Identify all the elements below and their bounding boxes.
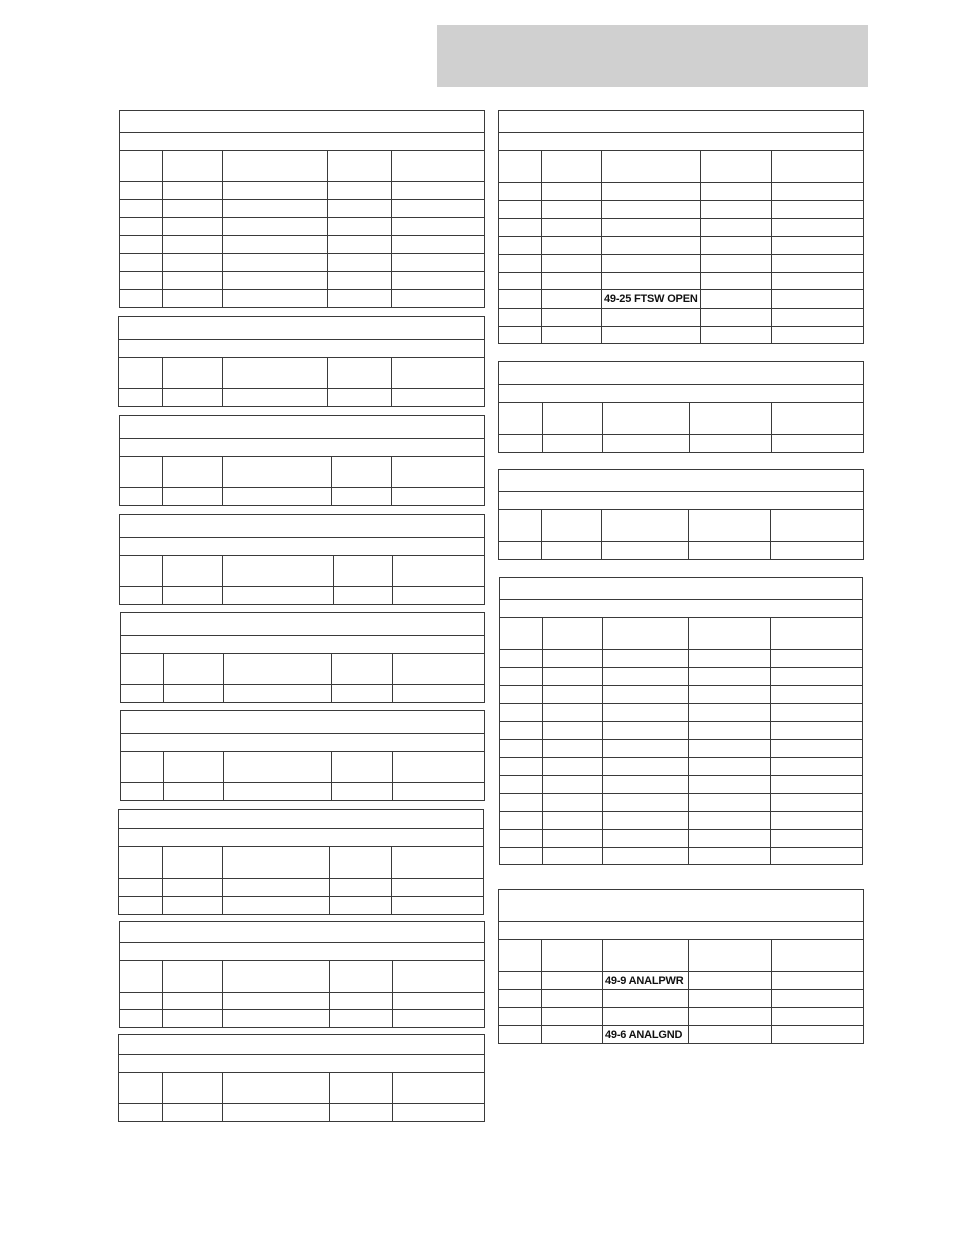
table-title-row — [499, 890, 863, 921]
table-row — [500, 811, 862, 829]
signal-name-cell: 49-25 FTSW OPEN — [601, 290, 700, 308]
wiring-table-right-3 — [498, 469, 864, 560]
table-row — [120, 487, 484, 505]
table-title-row — [119, 1035, 484, 1054]
table-row — [119, 878, 483, 896]
table-header-row — [120, 555, 484, 586]
table-title-row — [500, 578, 862, 599]
table-subtitle-row — [119, 1054, 484, 1072]
table-subtitle-row — [120, 132, 484, 150]
table-row — [120, 289, 484, 307]
wiring-table-right-5 — [498, 889, 864, 1044]
wiring-table-left-6 — [120, 710, 485, 801]
signal-name-cell: 49-6 ANALGND — [602, 1026, 688, 1043]
table-title-row — [499, 111, 863, 132]
table-row — [500, 829, 862, 847]
signal-name-cell: 49-9 ANALPWR — [602, 972, 688, 989]
table-row — [121, 782, 484, 800]
table-row — [500, 667, 862, 685]
table-row — [499, 1007, 863, 1025]
table-title-row — [120, 111, 484, 132]
table-subtitle-row — [120, 537, 484, 555]
table-row — [499, 326, 863, 343]
wiring-table-left-7 — [118, 809, 484, 915]
table-row — [499, 272, 863, 289]
wiring-table-right-1 — [498, 110, 864, 344]
table-row — [499, 434, 863, 452]
table-header-row — [119, 846, 483, 878]
table-row — [500, 685, 862, 703]
wiring-table-right-2 — [498, 361, 864, 453]
table-row — [500, 649, 862, 667]
table-header-row — [499, 509, 863, 541]
table-subtitle-row — [499, 921, 863, 939]
table-row — [500, 775, 862, 793]
table-title-row — [119, 317, 484, 339]
table-row — [120, 586, 484, 604]
table-header-row — [119, 1072, 484, 1103]
table-subtitle-row — [499, 491, 863, 509]
table-row — [499, 541, 863, 559]
table-title-row — [499, 470, 863, 491]
table-header-row — [121, 653, 484, 684]
wiring-table-left-9 — [118, 1034, 485, 1122]
table-row — [500, 847, 862, 864]
table-subtitle-row — [121, 635, 484, 653]
table-row — [119, 896, 483, 914]
table-row — [499, 236, 863, 254]
table-subtitle-row — [500, 599, 862, 617]
table-row — [500, 757, 862, 775]
table-row — [500, 739, 862, 757]
table-header-row — [120, 150, 484, 181]
table-title-row — [121, 711, 484, 733]
table-title-row — [120, 922, 484, 942]
table-row — [499, 182, 863, 200]
table-row — [120, 235, 484, 253]
table-row — [120, 992, 484, 1009]
table-row — [500, 703, 862, 721]
table-title-row — [119, 810, 483, 828]
wiring-table-left-3 — [119, 415, 485, 506]
table-row — [120, 199, 484, 217]
table-row — [499, 218, 863, 236]
table-subtitle-row — [121, 733, 484, 751]
table-row — [499, 971, 863, 989]
table-title-row — [120, 515, 484, 537]
table-header-row — [120, 456, 484, 487]
table-title-row — [120, 416, 484, 438]
table-row — [499, 308, 863, 326]
table-header-row — [120, 960, 484, 992]
table-row — [120, 217, 484, 235]
table-header-row — [499, 150, 863, 182]
table-header-row — [121, 751, 484, 782]
header-band — [437, 25, 868, 87]
table-row — [119, 388, 484, 406]
table-row — [499, 200, 863, 218]
table-row — [500, 721, 862, 739]
wiring-table-right-4 — [499, 577, 863, 865]
wiring-table-left-4 — [119, 514, 485, 605]
table-subtitle-row — [120, 942, 484, 960]
table-row — [499, 254, 863, 272]
table-subtitle-row — [119, 828, 483, 846]
wiring-table-left-8 — [119, 921, 485, 1028]
table-row — [120, 271, 484, 289]
table-row — [499, 1025, 863, 1043]
table-title-row — [121, 613, 484, 635]
wiring-table-left-2 — [118, 316, 485, 407]
table-title-row — [499, 362, 863, 384]
table-header-row — [499, 939, 863, 971]
table-row — [120, 181, 484, 199]
wiring-table-left-5 — [120, 612, 485, 703]
table-row — [120, 253, 484, 271]
table-subtitle-row — [119, 339, 484, 357]
table-header-row — [119, 357, 484, 388]
table-subtitle-row — [499, 384, 863, 402]
table-row — [119, 1103, 484, 1121]
table-row — [500, 793, 862, 811]
table-header-row — [500, 617, 862, 649]
wiring-table-left-1 — [119, 110, 485, 308]
table-subtitle-row — [120, 438, 484, 456]
table-row — [121, 684, 484, 702]
table-row — [120, 1009, 484, 1027]
table-row — [499, 989, 863, 1007]
table-header-row — [499, 402, 863, 434]
table-subtitle-row — [499, 132, 863, 150]
table-row — [499, 289, 863, 308]
